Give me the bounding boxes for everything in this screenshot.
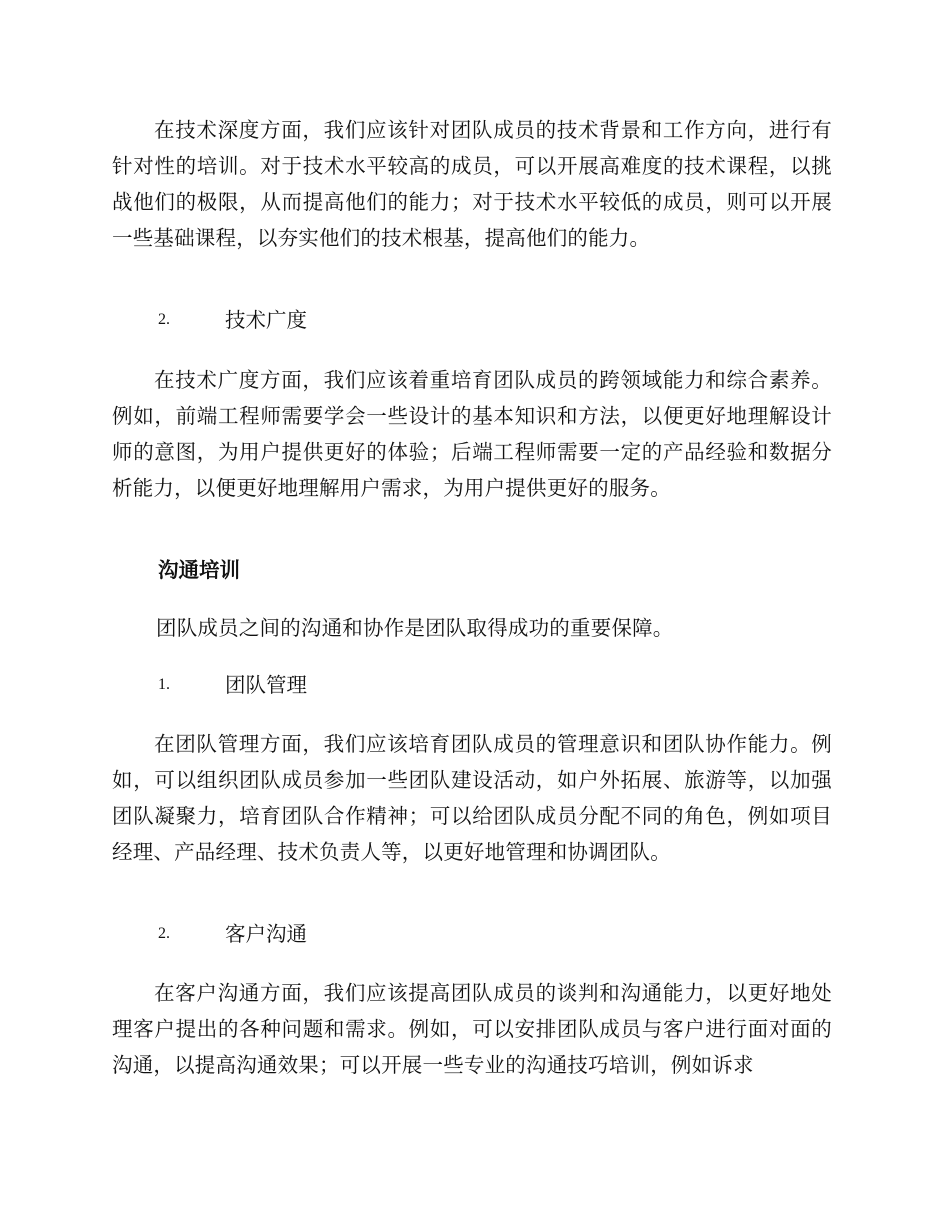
list-label: 团队管理 xyxy=(225,673,307,697)
list-label: 技术广度 xyxy=(225,308,307,332)
list-label: 客户沟通 xyxy=(225,922,307,946)
list-number: 2. xyxy=(158,311,170,328)
section-heading-comm-training: 沟通培训 xyxy=(158,558,240,582)
list-number: 2. xyxy=(158,925,170,942)
list-number: 1. xyxy=(158,676,170,693)
paragraph-tech-breadth: 在技术广度方面，我们应该着重培育团队成员的跨领域能力和综合素养。例如，前端工程师需要学会一些设计的基本知识和方法，以便更好地理解设计师的意图，为用户提供更好的体验；后端工程师需要一定的产品经验和数据分析能力，以便更好地理解用户需求，为用户提供更好的服务。 xyxy=(112,368,832,500)
paragraph-comm-intro: 团队成员之间的沟通和协作是团队取得成功的重要保障。 xyxy=(156,616,674,640)
paragraph-team-mgmt: 在团队管理方面，我们应该培育团队成员的管理意识和团队协作能力。例如，可以组织团队成员参加一些团队建设活动，如户外拓展、旅游等，以加强团队凝聚力，培育团队合作精神；可以给团队成员分配不同的角色，例如项目经理、产品经理、技术负责人等，以更好地管理和协调团队。 xyxy=(112,732,832,864)
paragraph-client-comm: 在客户沟通方面，我们应该提高团队成员的谈判和沟通能力，以更好地处理客户提出的各种问题和需求。例如，可以安排团队成员与客户进行面对面的沟通，以提高沟通效果；可以开展一些专业的沟通技巧培训，例如诉求 xyxy=(112,981,832,1077)
paragraph-tech-depth: 在技术深度方面，我们应该针对团队成员的技术背景和工作方向，进行有针对性的培训。对于技术水平较高的成员，可以开展高难度的技术课程，以挑战他们的极限，从而提高他们的能力；对于技术水平较低的成员，则可以开展一些基础课程，以夯实他们的技术根基，提高他们的能力。 xyxy=(112,118,832,250)
